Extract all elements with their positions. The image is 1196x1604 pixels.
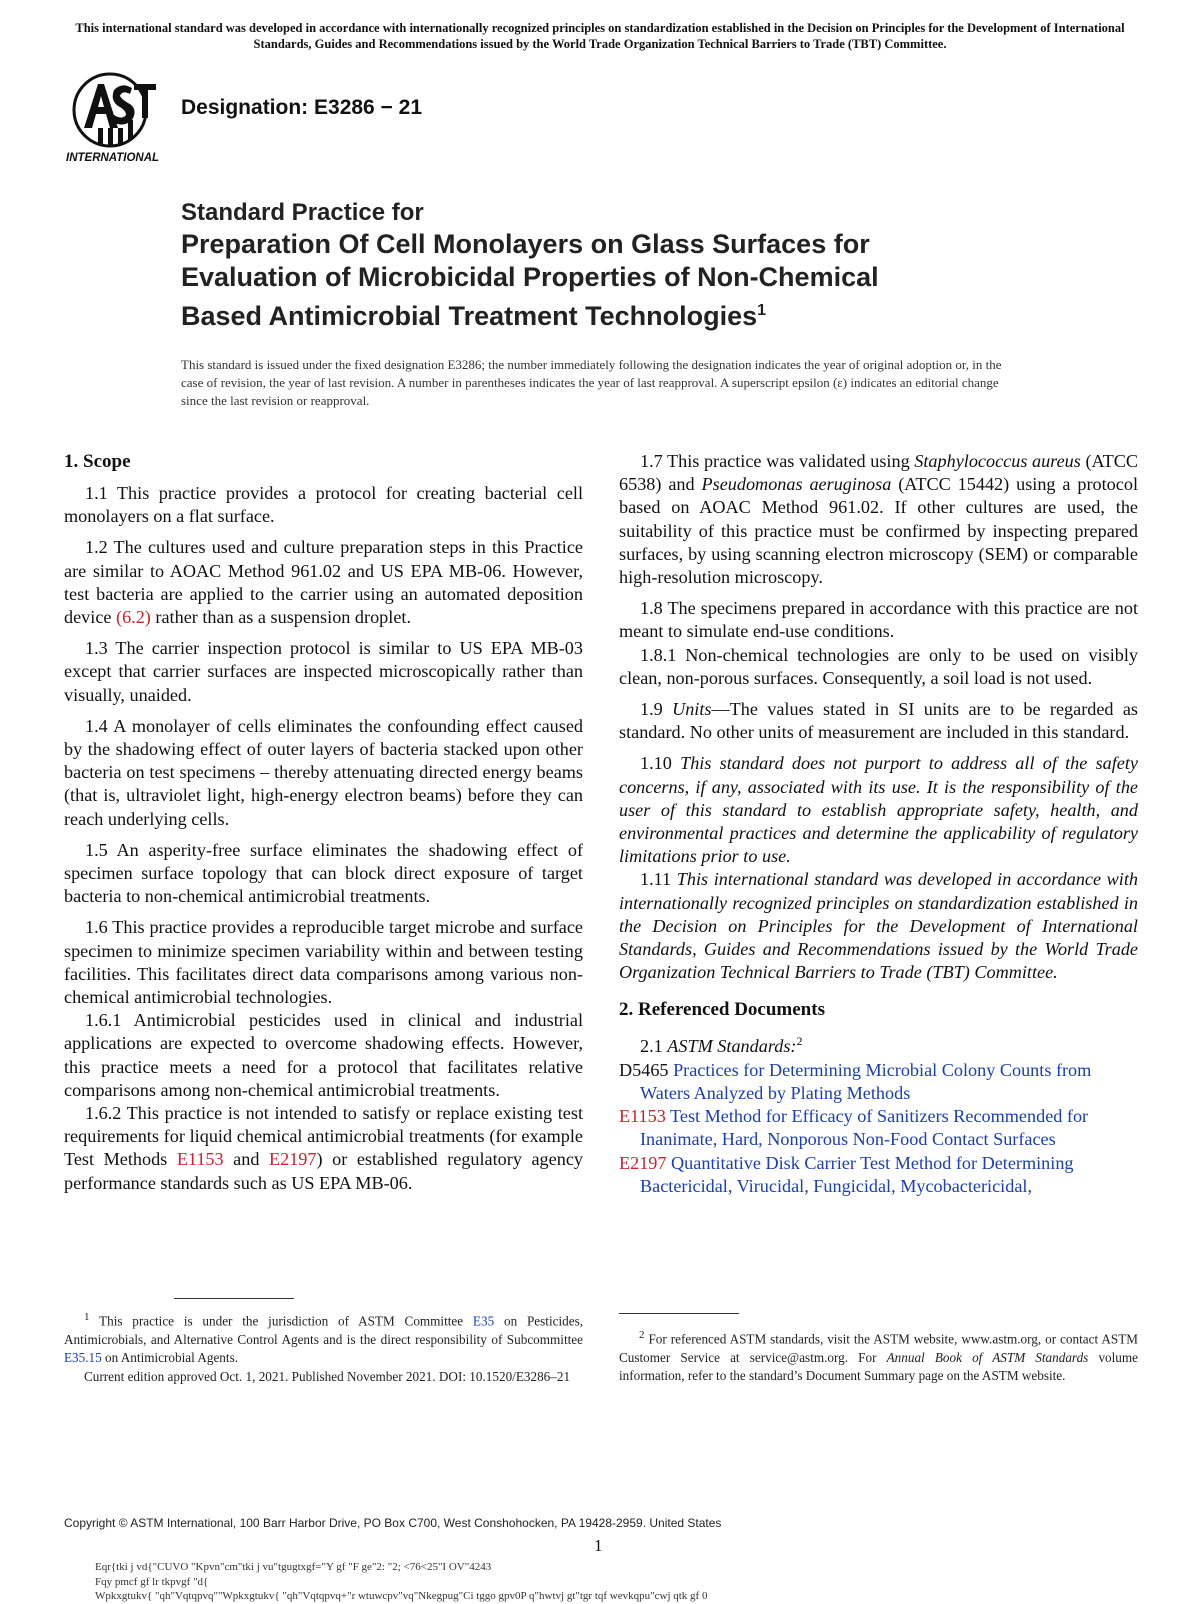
reference-e2197[interactable]: E2197 Quantitative Disk Carrier Test Method for Determining Bactericidal, Virucidal, Fungicidal, Mycobactericidal, (619, 1152, 1074, 1196)
astm-logo (64, 70, 172, 166)
para-1-7: 1.7 This practice was validated using Staphylococcus aureus (ATCC 6538) and Pseudomonas aeruginosa (ATCC 15442) using a protocol based on AOAC Method 961.02. If other cultures are used, the suitability of this practice must be confirmed by inspecting prepared surfaces, by using scanning electron microscopy (SEM) or comparable high-resolution microscopy. (619, 451, 1138, 588)
issuance-statement: This standard is issued under the fixed designation E3286; the number immediately following the designation indicates the year of original adoption or, in the case of revision, the year of last revision. A number in parentheses indicates the year of last reapproval. A superscript epsilon (ε) indicates an editorial change since the last revision or reapproval. (181, 357, 1002, 408)
para-1-11: 1.11 This international standard was developed in accordance with internationally recognized principles on standardization established in the Decision on Principles for the Development of International Standards, Guides and Recommendations issued by the World Trade Organization Technical Barriers to Trade (TBT) Committee. (619, 869, 1138, 983)
para-1-10: 1.10 This standard does not purport to address all of the safety concerns, if any, associated with its use. It is the responsibility of the user of this standard to establish appropriate safety, health, and environmental practices and determine the applicability of regulatory limitations prior to use. (619, 753, 1139, 867)
footnote-2: $^2$ For referenced ASTM standards, visit the ASTM website, www.astm.org, or contact ASTM Customer Service at service@astm.org. For Annual Book of ASTM Standards volume information, refer to the standard’s Document Summary page on the ASTM website. (619, 1329, 1138, 1384)
para-1-9: 1.9 Units—The values stated in SI units are to be regarded as standard. No other units of measurement are included in this standard. (619, 699, 1138, 743)
para-1-5: 1.5 An asperity-free surface eliminates the shadowing effect of specimen surface topology that can block direct exposure of target bacteria to non-chemical antimicrobial treatments. (64, 839, 583, 907)
para-1-2: 1.2 The cultures used and culture preparation steps in this Practice are similar to AOAC Method 961.02 and US EPA MB-06. However, test bacteria are applied to the carrier using an automated deposition device (6.2) rather than as a suspension droplet. (64, 537, 583, 628)
international-standard-notice: This international standard was developed in accordance with internationally recognized principles on standardization established in the Decision on Principles for the Development of International Standards, Guides and Recommendations issued by the World Trade Organization Technical Barriers to Trade (TBT) Committee. (75, 21, 1125, 51)
footnote-1: $^1$ This practice is under the jurisdiction of ASTM Committee E35 on Pesticides, Antimicrobials, and Alternative Control Agents and is the direct responsibility of Subcommittee E35.15 on Antimicrobial Agents. Current edition approved Oct. 1, 2021. Published November 2021. DOI: 10.1520/E3286–21 (64, 1311, 583, 1384)
para-1-6-2: 1.6.2 This practice is not intended to satisfy or replace existing test requirements for liquid chemical antimicrobial treatments (for example Test Methods E1153 and E2197) or established regulatory agency performance standards such as US EPA MB-06. (64, 1103, 583, 1193)
para-2-1: 2.1 ASTM Standards:$^2$ (640, 1034, 803, 1057)
license-watermark: Eqr{tki j vd{"CUVO "Kpvn"cm"tki j vu"tgugtxgf="Y gf "F ge"2: "2; <76<25"I OV"4243 Fqy pmcf gf lr tkpvgf "d{ Wpkxgtukv{ "qh"Vqtqpvq""Wpkxgtukv{ "qh"Vqtqpvq+"r wtuwcpv"vq"Nkegpug"Ci tggo gpv0P q"hwtvj gt"tgr tqf wevkqpu"cwj qtk gf 0 (95, 1561, 708, 1602)
footnote-divider-right (619, 1313, 739, 1314)
copyright-line: Copyright © ASTM International, 100 Barr Harbor Drive, PO Box C700, West Conshohocken, PA 19428-2959. United States (64, 1516, 722, 1530)
link-e2197[interactable]: E2197 (269, 1149, 317, 1170)
title-line-4: Based Antimicrobial Treatment Technologies (181, 301, 758, 331)
left-column (64, 450, 583, 1195)
reference-d5465[interactable]: D5465 Practices for Determining Microbial Colony Counts from Waters Analyzed by Plating Methods (619, 1059, 1092, 1103)
title-footnote-mark: 1 (757, 302, 767, 319)
para-1-8: 1.8 The specimens prepared in accordance with this practice are not meant to simulate end-use conditions. (619, 598, 1138, 642)
page-number: 1 (594, 1536, 603, 1555)
link-e1153[interactable]: E1153 (176, 1149, 224, 1170)
para-1-3: 1.3 The carrier inspection protocol is similar to US EPA MB-03 except that carrier surfaces are inspected microscopically rather than visually, unaided. (64, 638, 583, 705)
para-1-6-1: 1.6.1 Antimicrobial pesticides used in clinical and industrial applications are expected to overcome shadowing effects. However, this practice meets a need for a protocol that facilitates relative comparisons among non-chemical antimicrobial treatments. (64, 1010, 583, 1100)
footnote-divider-left (174, 1298, 294, 1299)
document-title (181, 198, 981, 333)
link-e35[interactable]: E35 (472, 1313, 495, 1329)
para-1-4: 1.4 A monolayer of cells eliminates the confounding effect caused by the shadowing effect of outer layers of bacteria stacked upon other bacteria on test specimens – thereby attenuating directed energy beams (that is, ultraviolet light, high-energy electron beams) before they can reach underlying cells. (64, 715, 583, 829)
title-line-1: Standard Practice for (181, 199, 424, 226)
title-line-2: Preparation Of Cell Monolayers on Glass Surfaces for (181, 229, 870, 259)
link-e35-15[interactable]: E35.15 (64, 1350, 102, 1366)
section-heading-referenced-documents: 2. Referenced Documents (619, 999, 825, 1021)
para-1-8-1: 1.8.1 Non-chemical technologies are only to be used on visibly clean, non-porous surfaces. Consequently, a soil load is not used. (619, 644, 1138, 688)
para-1-1: 1.1 This practice provides a protocol for creating bacterial cell monolayers on a flat surface. (64, 483, 583, 527)
reference-e1153[interactable]: E1153 Test Method for Efficacy of Sanitizers Recommended for Inanimate, Hard, Nonporous Non-Food Contact Surfaces (619, 1106, 1089, 1150)
right-column (619, 450, 1138, 1198)
logo-subtext: INTERNATIONAL (66, 152, 160, 164)
link-6-2[interactable]: (6.2) (116, 607, 151, 628)
title-line-3: Evaluation of Microbicidal Properties of Non-Chemical (181, 262, 879, 292)
para-1-6: 1.6 This practice provides a reproducible target microbe and surface specimen to minimize specimen variability within and between testing facilities. This facilitates direct data comparisons among various non-chemical antimicrobial technologies. (64, 917, 583, 1008)
designation: Designation: E3286 − 21 (181, 96, 423, 119)
section-heading-scope: 1. Scope (64, 451, 131, 472)
